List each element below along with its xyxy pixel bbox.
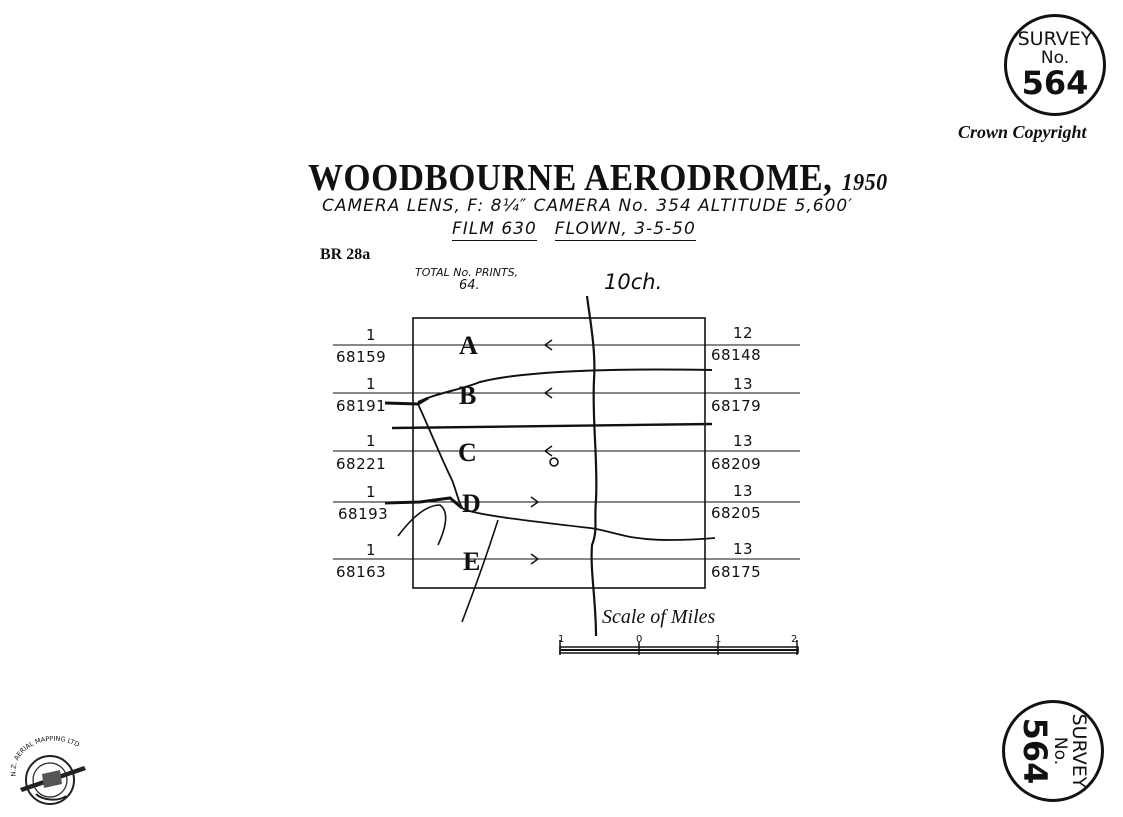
- total-prints-count: 64.: [459, 278, 480, 293]
- strip-right-film: 68205: [711, 504, 762, 522]
- strip-left-film: 68193: [338, 505, 389, 523]
- stamp-word: SURVEY: [1017, 28, 1093, 50]
- strip-left-frame: 1: [366, 326, 377, 344]
- strip-right-frame: 13: [733, 482, 754, 500]
- crown-copyright: Crown Copyright: [958, 122, 1087, 142]
- scale-tick-label: 2: [791, 634, 798, 645]
- strip-left-frame: 1: [366, 375, 377, 393]
- strip-right-frame: 13: [733, 540, 754, 558]
- logo-text: N.Z. AERIAL MAPPING LTD: [9, 736, 81, 777]
- stamp-number: 564: [1016, 717, 1054, 785]
- map-title-year: 1950: [841, 170, 888, 196]
- strip-right-film: 68175: [711, 563, 762, 581]
- strip-right-film: 68209: [711, 455, 762, 473]
- road-path: [385, 398, 428, 404]
- strip-letter: D: [462, 489, 481, 518]
- strip-letter: E: [463, 547, 481, 576]
- camera-details: CAMERA LENS, F: 8¼″ CAMERA No. 354 ALTITUDE 5,600′: [322, 196, 854, 216]
- coverage-frame: [413, 318, 705, 588]
- stamp-word: SURVEY: [1068, 713, 1090, 789]
- landmark-marker: [550, 458, 558, 466]
- strip-left-film: 68221: [336, 455, 387, 473]
- strip-right-frame: 12: [733, 324, 754, 342]
- strip-right-frame: 13: [733, 375, 754, 393]
- strip-left-frame: 1: [366, 483, 377, 501]
- nz-aerial-mapping-logo: [6, 736, 102, 808]
- flown-date: FLOWN, 3-5-50: [554, 219, 696, 239]
- strip-right-film: 68148: [711, 346, 762, 364]
- road-path: [392, 424, 712, 428]
- strip-right-frame: 13: [733, 432, 754, 450]
- total-prints-label: TOTAL No. PRINTS,: [415, 266, 519, 279]
- stamp-no: No.: [1050, 736, 1070, 766]
- stamp-number: 564: [1021, 64, 1089, 102]
- scale-label: Scale of Miles: [602, 606, 716, 628]
- strip-right-film: 68179: [711, 397, 762, 415]
- film-number: FILM 630: [452, 219, 537, 239]
- strip-left-frame: 1: [366, 432, 377, 450]
- strip-letter: C: [458, 438, 477, 467]
- scale-tick-label: 1: [715, 634, 722, 645]
- strip-letter: A: [459, 331, 478, 360]
- strip-letter: B: [459, 381, 477, 410]
- stamp-no: No.: [1040, 48, 1070, 68]
- scale-tick-label: 0: [636, 634, 643, 645]
- scale-tick-label: 1: [558, 634, 565, 645]
- chain-label: 10ch.: [604, 270, 663, 294]
- river-path: [587, 296, 596, 636]
- road-path: [398, 505, 446, 545]
- map-title-text: WOODBOURNE AERODROME,: [308, 157, 833, 199]
- road-path: [385, 498, 462, 508]
- strip-left-film: 68163: [336, 563, 387, 581]
- strip-left-film: 68159: [336, 348, 387, 366]
- strip-left-film: 68191: [336, 397, 387, 415]
- strip-left-frame: 1: [366, 541, 377, 559]
- reference-code: BR 28a: [320, 246, 371, 263]
